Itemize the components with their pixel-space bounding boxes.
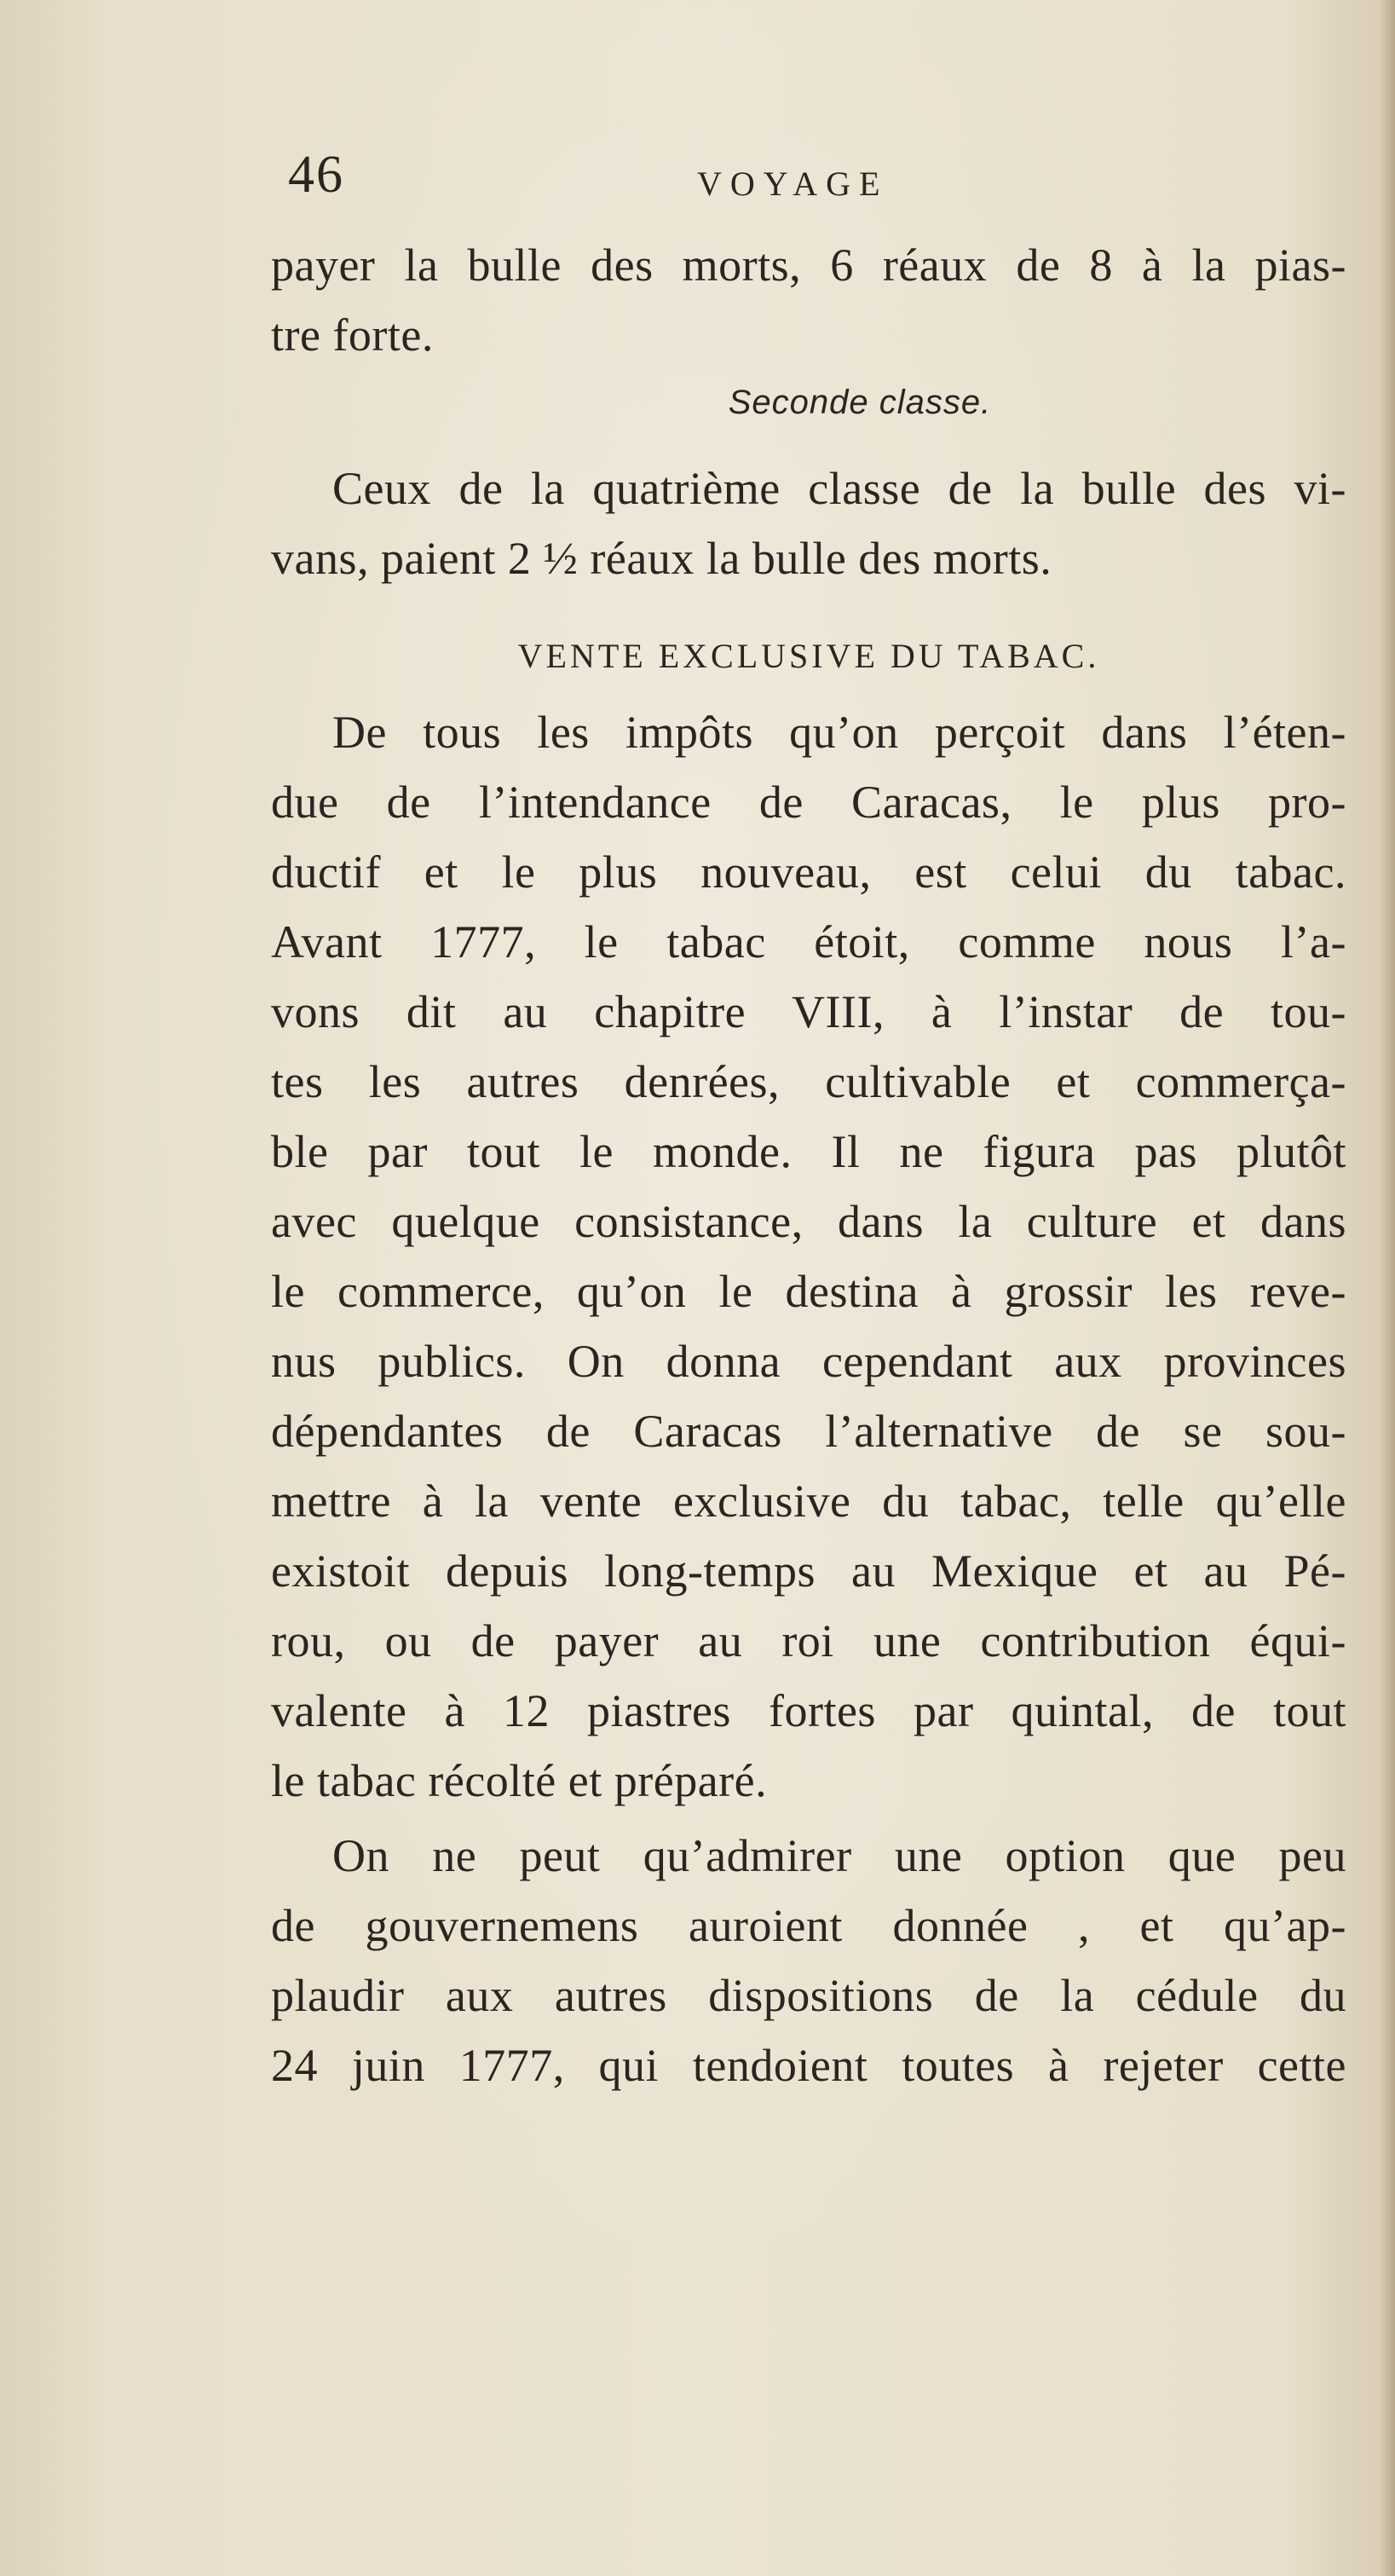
text-line: 24 juin 1777, qui tendoient toutes à rejeter cette	[271, 2040, 1346, 2091]
page-number: 46	[288, 146, 344, 204]
text-line: On ne peut qu’admirer une option que peu	[332, 1830, 1346, 1881]
text-line: plaudir aux autres dispositions de la cédule du	[271, 1970, 1346, 2021]
fragment-paragraph	[271, 230, 1346, 370]
text-line: nus publics. On donna cependant aux provinces	[271, 1336, 1346, 1387]
text-line: vans, paient 2 ½ réaux la bulle des morts.	[271, 533, 1052, 584]
text-line: le commerce, qu’on le destina à grossir les reve-	[271, 1266, 1346, 1317]
paragraph-1	[271, 453, 1346, 593]
paragraph-3	[271, 1821, 1346, 2100]
text-block	[271, 145, 1346, 2100]
text-line: avec quelque consistance, dans la culture et dans	[271, 1196, 1346, 1247]
text-line: tes les autres denrées, cultivable et commerça-	[271, 1056, 1346, 1107]
text-line: ductif et le plus nouveau, est celui du tabac.	[271, 846, 1346, 898]
text-line: le tabac récolté et préparé.	[271, 1755, 768, 1806]
page-header	[271, 145, 1346, 230]
text-line: ble par tout le monde. Il ne figura pas plutôt	[271, 1126, 1346, 1177]
subheading: Seconde classe.	[728, 384, 992, 421]
text-line: dépendantes de Caracas l’alternative de se sou-	[271, 1406, 1346, 1457]
text-line: payer la bulle des morts, 6 réaux de 8 à la pias-	[271, 240, 1346, 291]
text-line: de gouvernemens auroient donnée , et qu’ap-	[271, 1900, 1346, 1951]
text-line: tre forte.	[271, 309, 434, 361]
text-line: rou, ou de payer au roi une contribution équi-	[271, 1615, 1346, 1666]
text-line: mettre à la vente exclusive du tabac, telle qu’elle	[271, 1476, 1346, 1527]
text-line: vons dit au chapitre VIII, à l’instar de tou-	[271, 986, 1346, 1037]
text-line: existoit depuis long-temps au Mexique et au Pé-	[271, 1545, 1346, 1597]
running-head: VOYAGE	[697, 165, 889, 203]
text-line: Ceux de la quatrième classe de la bulle des vi-	[332, 463, 1346, 514]
paragraph-2	[271, 697, 1346, 1816]
text-line: Avant 1777, le tabac étoit, comme nous l’a-	[271, 916, 1346, 967]
text-line: due de l’intendance de Caracas, le plus pro-	[271, 777, 1346, 828]
page-edge-shadow	[1380, 0, 1395, 2576]
text-line: valente à 12 piastres fortes par quintal, de tout	[271, 1685, 1346, 1736]
text-line: De tous les impôts qu’on perçoit dans l’éten-	[332, 707, 1346, 758]
section-title: VENTE EXCLUSIVE DU TABAC.	[517, 637, 1100, 675]
